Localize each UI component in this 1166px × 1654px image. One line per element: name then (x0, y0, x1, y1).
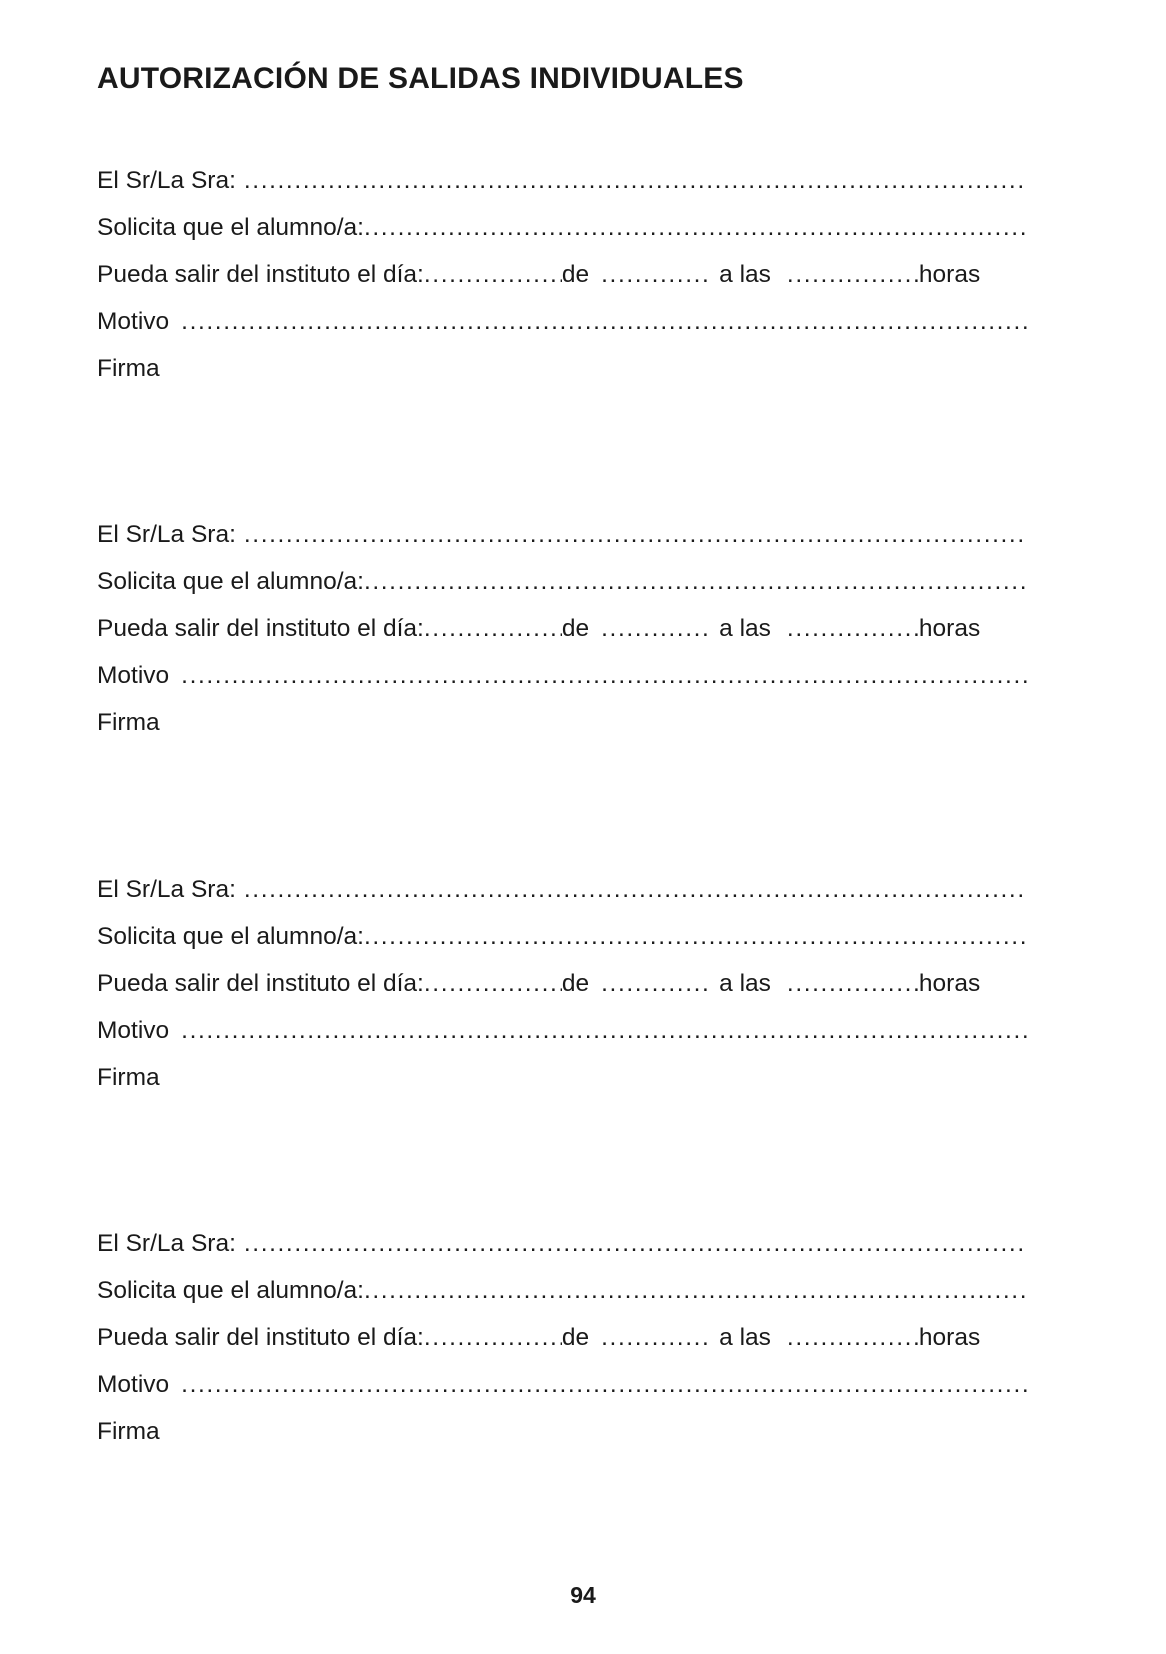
sr-sra-field[interactable] (244, 167, 1027, 195)
a-las-label: a las (719, 1324, 771, 1351)
alumno-field[interactable] (364, 568, 1027, 596)
hora-field[interactable] (787, 261, 919, 289)
mes-field[interactable] (601, 1324, 709, 1352)
sr-sra-line (97, 876, 1027, 923)
alumno-label: Solicita que el alumno/a: (97, 1277, 364, 1304)
hora-field[interactable] (787, 970, 919, 998)
dia-field[interactable] (424, 261, 562, 289)
firma-line (97, 1064, 1027, 1111)
alumno-label: Solicita que el alumno/a: (97, 568, 364, 595)
de-label: de (561, 615, 590, 642)
a-las-label: a las (719, 970, 771, 997)
firma-line (97, 709, 1027, 756)
motivo-label: Motivo (97, 1371, 170, 1398)
de-label: de (561, 970, 590, 997)
alumno-label: Solicita que el alumno/a: (97, 214, 364, 241)
alumno-line (97, 923, 1027, 970)
sr-sra-label: El Sr/La Sra: (97, 1230, 236, 1257)
alumno-line (97, 568, 1027, 615)
firma-label: Firma (97, 1064, 160, 1091)
hora-field[interactable] (787, 1324, 919, 1352)
motivo-line (97, 1371, 1027, 1418)
mes-field[interactable] (601, 615, 709, 643)
page-number: 94 (570, 1582, 596, 1608)
fecha-hora-line (97, 1324, 1027, 1371)
sr-sra-line (97, 167, 1027, 214)
firma-line (97, 1418, 1027, 1465)
a-las-label: a las (719, 261, 771, 288)
mes-field[interactable] (601, 970, 709, 998)
page-title: AUTORIZACIÓN DE SALIDAS INDIVIDUALES (97, 62, 744, 95)
pueda-salir-label: Pueda salir del instituto el día: (97, 615, 424, 642)
sr-sra-label: El Sr/La Sra: (97, 167, 236, 194)
sr-sra-label: El Sr/La Sra: (97, 521, 236, 548)
motivo-field[interactable] (181, 308, 1027, 336)
firma-line (97, 355, 1027, 402)
alumno-line (97, 214, 1027, 261)
de-label: de (561, 1324, 590, 1351)
dia-field[interactable] (424, 615, 562, 643)
authorization-form-4 (97, 1230, 1027, 1465)
a-las-label: a las (719, 615, 771, 642)
motivo-field[interactable] (181, 1017, 1027, 1045)
motivo-line (97, 1017, 1027, 1064)
motivo-line (97, 308, 1027, 355)
fecha-hora-line (97, 615, 1027, 662)
sr-sra-label: El Sr/La Sra: (97, 876, 236, 903)
pueda-salir-label: Pueda salir del instituto el día: (97, 970, 424, 997)
firma-label: Firma (97, 1418, 160, 1445)
pueda-salir-label: Pueda salir del instituto el día: (97, 261, 424, 288)
motivo-line (97, 662, 1027, 709)
sr-sra-line (97, 521, 1027, 568)
firma-label: Firma (97, 355, 160, 382)
horas-label: horas (918, 615, 981, 642)
alumno-line (97, 1277, 1027, 1324)
firma-label: Firma (97, 709, 160, 736)
sr-sra-line (97, 1230, 1027, 1277)
motivo-label: Motivo (97, 662, 170, 689)
motivo-field[interactable] (181, 1371, 1027, 1399)
sr-sra-field[interactable] (244, 1230, 1027, 1258)
motivo-label: Motivo (97, 1017, 170, 1044)
mes-field[interactable] (601, 261, 709, 289)
horas-label: horas (918, 1324, 981, 1351)
fecha-hora-line (97, 261, 1027, 308)
hora-field[interactable] (787, 615, 919, 643)
horas-label: horas (918, 970, 981, 997)
alumno-field[interactable] (364, 1277, 1027, 1305)
alumno-field[interactable] (364, 923, 1027, 951)
alumno-label: Solicita que el alumno/a: (97, 923, 364, 950)
authorization-form-3 (97, 876, 1027, 1111)
de-label: de (561, 261, 590, 288)
fecha-hora-line (97, 970, 1027, 1017)
authorization-form-2 (97, 521, 1027, 756)
dia-field[interactable] (424, 970, 562, 998)
dia-field[interactable] (424, 1324, 562, 1352)
horas-label: horas (918, 261, 981, 288)
pueda-salir-label: Pueda salir del instituto el día: (97, 1324, 424, 1351)
motivo-label: Motivo (97, 308, 170, 335)
authorization-form-1 (97, 167, 1027, 402)
sr-sra-field[interactable] (244, 876, 1027, 904)
motivo-field[interactable] (181, 662, 1027, 690)
alumno-field[interactable] (364, 214, 1027, 242)
sr-sra-field[interactable] (244, 521, 1027, 549)
